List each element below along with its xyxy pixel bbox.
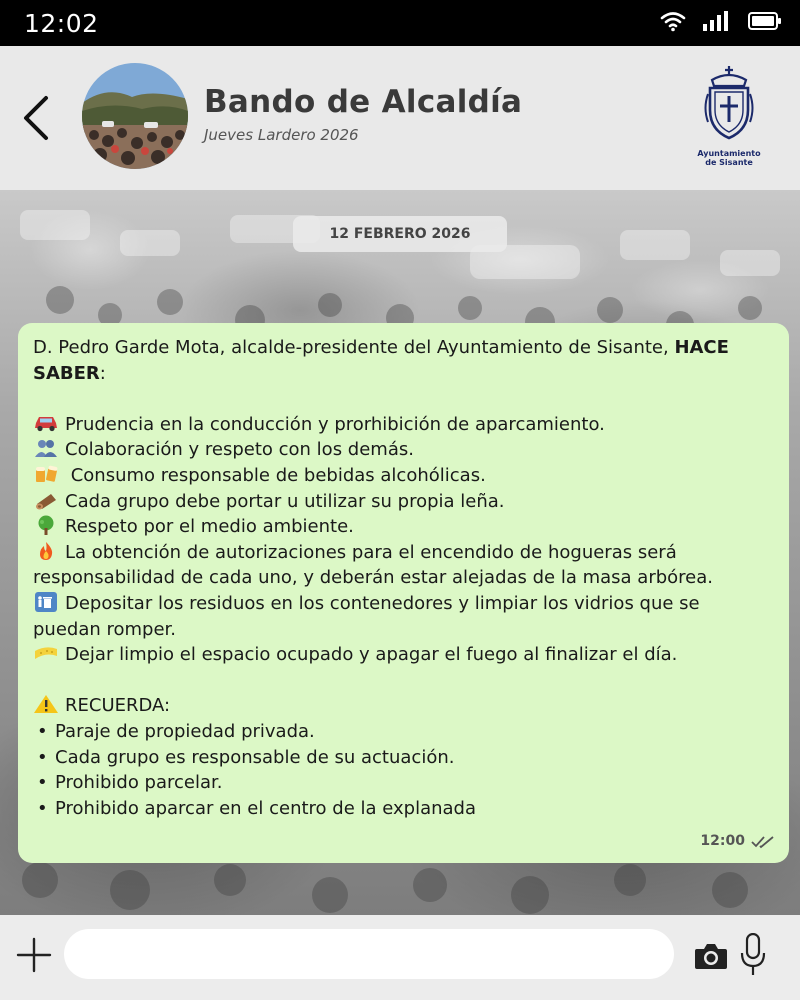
list-item: • Cada grupo es responsable de su actuación. bbox=[33, 745, 773, 771]
chat-title: Bando de Alcaldía bbox=[204, 84, 523, 120]
message-intro: D. Pedro Garde Mota, alcalde-presidente del Ayuntamiento de Sisante, HACE SABER: bbox=[33, 337, 729, 384]
status-bar bbox=[0, 0, 800, 46]
fire-icon bbox=[33, 541, 59, 561]
wifi-icon bbox=[660, 10, 686, 32]
date-chip: 12 FEBRERO 2026 bbox=[293, 216, 507, 252]
beer-icon bbox=[33, 464, 59, 484]
message-time: 12:00 bbox=[700, 833, 745, 850]
input-bar bbox=[0, 915, 800, 1000]
list-item: Consumo responsable de bebidas alcohólicas. bbox=[33, 463, 773, 489]
coat-of-arms-icon bbox=[702, 64, 756, 142]
logo-text: Ayuntamiento de Sisante bbox=[697, 149, 761, 167]
car-icon bbox=[33, 413, 59, 433]
message-bubble[interactable] bbox=[18, 323, 789, 863]
wood-icon bbox=[33, 490, 59, 510]
list-item: Dejar limpio el espacio ocupado y apagar el fuego al finalizar el día. bbox=[33, 642, 773, 668]
sponge-icon bbox=[33, 643, 59, 663]
litter-bin-icon bbox=[33, 592, 59, 612]
tree-icon bbox=[33, 515, 59, 535]
list-item: • Prohibido aparcar en el centro de la explanada bbox=[33, 796, 773, 822]
chat-header bbox=[0, 46, 800, 190]
list-item: La obtención de autorizaciones para el encendido de hogueras será responsabilidad de cada uno, y deberán estar alejadas de la masa arbórea. bbox=[33, 541, 714, 589]
double-check-icon bbox=[751, 835, 775, 849]
plus-icon[interactable] bbox=[16, 937, 52, 973]
ayuntamiento-logo bbox=[696, 64, 762, 168]
message-meta bbox=[700, 829, 775, 855]
chat-area[interactable] bbox=[0, 190, 800, 915]
reminder-title: RECUERDA: bbox=[33, 693, 773, 719]
message-input[interactable] bbox=[64, 929, 674, 979]
list-item: • Paraje de propiedad privada. bbox=[33, 719, 773, 745]
people-icon bbox=[33, 438, 59, 458]
list-item: Prudencia en la conducción y prorhibición de aparcamiento. bbox=[33, 412, 773, 438]
list-item: Depositar los residuos en los contenedores y limpiar los vidrios que se puedan romper. bbox=[33, 592, 700, 640]
list-item: Cada grupo debe portar u utilizar su propia leña. bbox=[33, 489, 773, 515]
list-item: Respeto por el medio ambiente. bbox=[33, 514, 773, 540]
status-icons bbox=[660, 10, 782, 32]
warning-icon bbox=[33, 694, 59, 714]
signal-icon bbox=[702, 10, 732, 32]
avatar[interactable] bbox=[82, 63, 188, 169]
battery-icon bbox=[748, 10, 782, 32]
microphone-icon[interactable] bbox=[740, 933, 766, 977]
camera-icon[interactable] bbox=[694, 941, 728, 971]
list-item: Colaboración y respeto con los demás. bbox=[33, 437, 773, 463]
reminder-list bbox=[33, 719, 773, 821]
chat-subtitle: Jueves Lardero 2026 bbox=[204, 126, 359, 144]
back-arrow-icon[interactable] bbox=[18, 94, 52, 142]
list-item: • Prohibido parcelar. bbox=[33, 770, 773, 796]
status-time: 12:02 bbox=[24, 9, 99, 38]
